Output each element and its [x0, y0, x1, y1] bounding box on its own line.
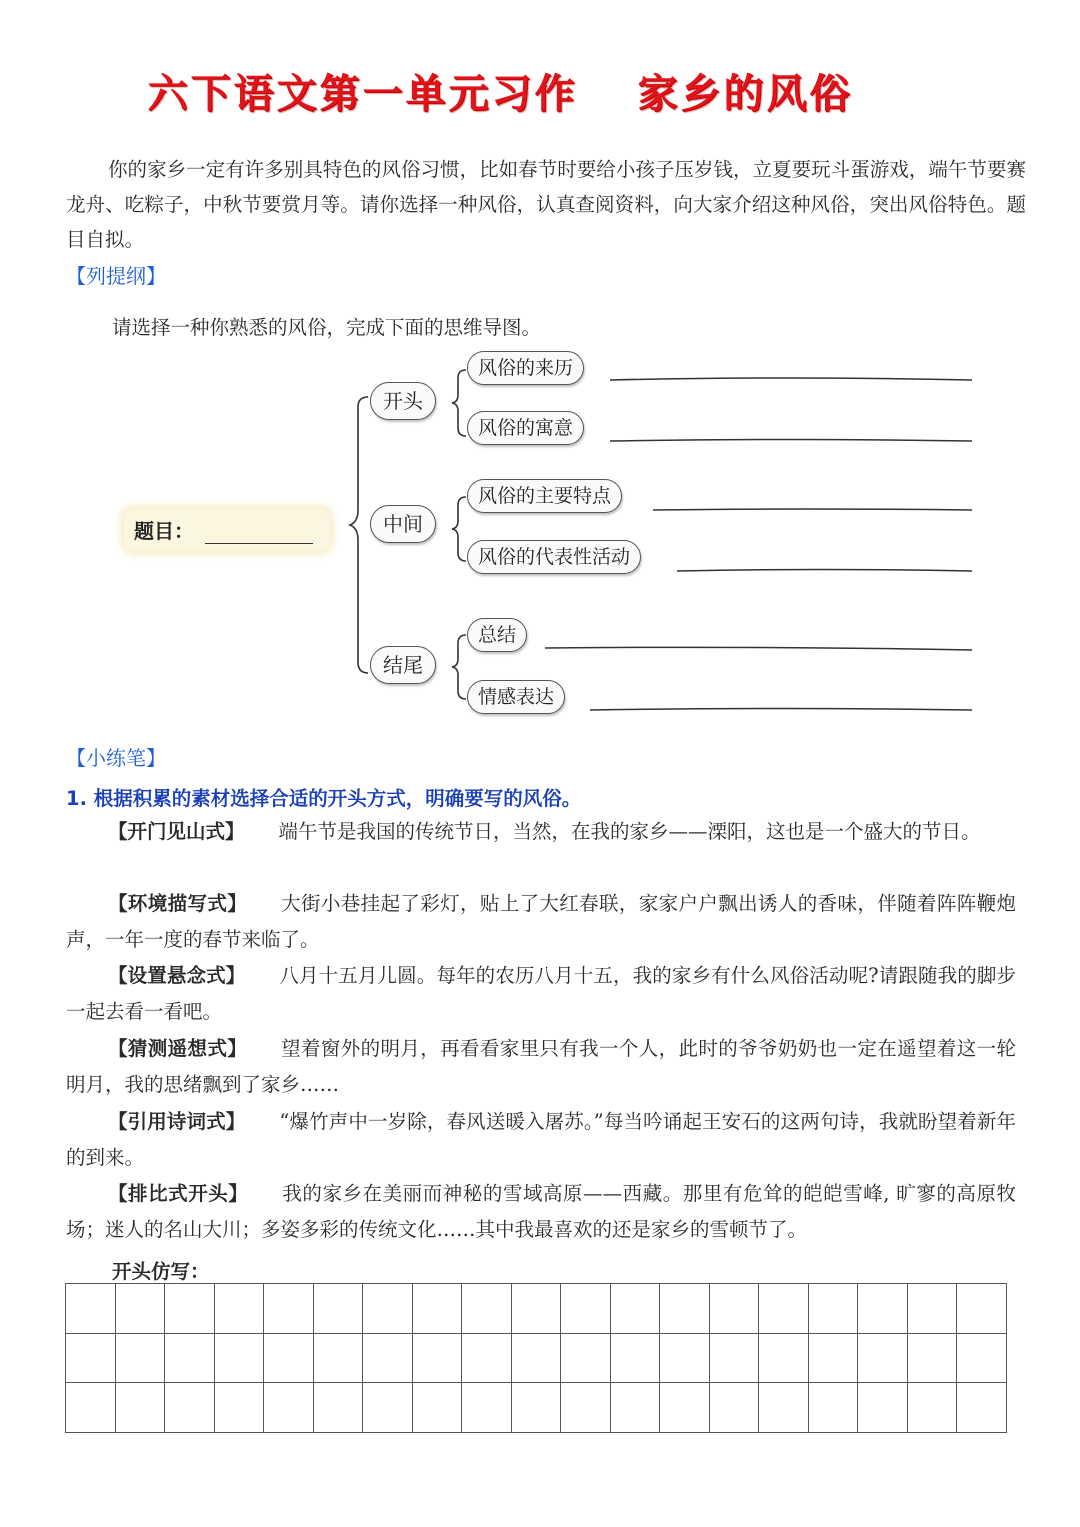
leaf-representative-activities: 风俗的代表性活动 — [467, 540, 641, 574]
practice-section-label: 【小练笔】 — [66, 746, 166, 770]
grid-cell[interactable] — [709, 1383, 759, 1433]
example-text: 大街小巷挂起了彩灯，贴上了大红春联，家家户户飘出诱人的香味，伴随着阵阵鞭炮声，一年一度的春节来临了。 — [66, 892, 1016, 951]
grid-cell[interactable] — [363, 1284, 413, 1334]
practice-question: 1. 根据积累的素材选择合适的开头方式，明确要写的风俗。 — [66, 787, 582, 810]
grid-cell[interactable] — [313, 1333, 363, 1383]
grid-cell[interactable] — [660, 1333, 710, 1383]
grid-cell[interactable] — [957, 1333, 1007, 1383]
grid-cell[interactable] — [214, 1383, 264, 1433]
answer-line-3 — [653, 509, 972, 510]
branch-middle: 中间 — [370, 505, 436, 543]
grid-cell[interactable] — [115, 1284, 165, 1334]
example-text: “爆竹声中一岁除，春风送暖入屠苏。”每当吟诵起王安石的这两句诗，我就盼望着新年的到来。 — [66, 1110, 1016, 1169]
grid-cell[interactable] — [610, 1333, 660, 1383]
example-paragraph — [66, 814, 1016, 850]
grid-cell[interactable] — [759, 1333, 809, 1383]
grid-cell[interactable] — [907, 1284, 957, 1334]
answer-line-1 — [610, 378, 972, 380]
grid-cell[interactable] — [610, 1383, 660, 1433]
branch-opening: 开头 — [370, 382, 436, 420]
grid-cell[interactable] — [313, 1383, 363, 1433]
outline-instruction: 请选择一种你熟悉的风俗，完成下面的思维导图。 — [112, 316, 542, 339]
grid-cell[interactable] — [66, 1284, 116, 1334]
grid-cell[interactable] — [808, 1284, 858, 1334]
grid-cell[interactable] — [660, 1383, 710, 1433]
grid-cell[interactable] — [561, 1284, 611, 1334]
grid-cell[interactable] — [462, 1333, 512, 1383]
grid-cell[interactable] — [858, 1383, 908, 1433]
example-paragraph — [66, 1176, 1016, 1248]
grid-cell[interactable] — [462, 1383, 512, 1433]
example-paragraph — [66, 886, 1016, 958]
grid-cell[interactable] — [165, 1284, 215, 1334]
grid-cell[interactable] — [412, 1284, 462, 1334]
grid-cell[interactable] — [709, 1333, 759, 1383]
grid-cell[interactable] — [808, 1383, 858, 1433]
grid-cell[interactable] — [808, 1333, 858, 1383]
example-paragraph — [66, 1031, 1016, 1103]
grid-cell[interactable] — [511, 1333, 561, 1383]
grid-row — [66, 1383, 1007, 1433]
leaf-summary: 总结 — [467, 618, 527, 652]
grid-cell[interactable] — [462, 1284, 512, 1334]
grid-cell[interactable] — [511, 1383, 561, 1433]
grid-cell[interactable] — [907, 1333, 957, 1383]
grid-cell[interactable] — [66, 1333, 116, 1383]
example-tag: 【开门见山式】 — [108, 820, 245, 843]
page-title — [0, 62, 1000, 119]
leaf-main-features: 风俗的主要特点 — [467, 479, 622, 513]
grid-cell[interactable] — [214, 1284, 264, 1334]
grid-cell[interactable] — [115, 1383, 165, 1433]
example-tag: 【设置悬念式】 — [108, 964, 246, 987]
example-text: 我的家乡在美丽而神秘的雪域高原——西藏。那里有危耸的皑皑雪峰, 旷寥的高原牧场；迷人的名山大川；多姿多彩的传统文化……其中我最喜欢的还是家乡的雪顿节了。 — [66, 1182, 1016, 1241]
answer-line-5 — [545, 647, 972, 650]
title-part1: 六下语文第一单元习作 — [147, 71, 578, 117]
example-text: 望着窗外的明月，再看看家里只有我一个人，此时的爷爷奶奶也一定在遥望着这一轮明月，我的思绪飘到了家乡…… — [66, 1037, 1016, 1096]
grid-cell[interactable] — [264, 1333, 314, 1383]
grid-cell[interactable] — [363, 1333, 413, 1383]
grid-cell[interactable] — [412, 1383, 462, 1433]
example-tag: 【环境描写式】 — [108, 892, 248, 915]
grid-cell[interactable] — [115, 1333, 165, 1383]
imitate-label: 开头仿写： — [112, 1260, 210, 1283]
grid-cell[interactable] — [511, 1284, 561, 1334]
answer-line-2 — [610, 440, 972, 442]
grid-cell[interactable] — [858, 1284, 908, 1334]
example-paragraph — [66, 1104, 1016, 1176]
brace-middle — [452, 497, 466, 561]
answer-line-4 — [677, 570, 972, 572]
main-brace — [350, 397, 368, 673]
leaf-meaning: 风俗的寓意 — [467, 411, 584, 445]
mind-map-connectors — [0, 340, 1080, 720]
grid-row — [66, 1284, 1007, 1334]
example-text: 八月十五月儿圆。每年的农历八月十五，我的家乡有什么风俗活动呢?请跟随我的脚步一起去看一看吧。 — [66, 964, 1016, 1023]
leaf-origin: 风俗的来历 — [467, 351, 584, 385]
brace-ending — [452, 635, 466, 699]
grid-cell[interactable] — [561, 1333, 611, 1383]
example-paragraph — [66, 958, 1016, 1030]
leaf-emotional-expression: 情感表达 — [467, 680, 565, 714]
grid-cell[interactable] — [709, 1284, 759, 1334]
grid-cell[interactable] — [907, 1383, 957, 1433]
answer-line-6 — [590, 709, 972, 711]
grid-cell[interactable] — [165, 1333, 215, 1383]
grid-cell[interactable] — [214, 1333, 264, 1383]
title-part2: 家乡的风俗 — [637, 71, 853, 117]
grid-cell[interactable] — [759, 1383, 809, 1433]
grid-cell[interactable] — [313, 1284, 363, 1334]
grid-cell[interactable] — [165, 1383, 215, 1433]
grid-cell[interactable] — [264, 1383, 314, 1433]
grid-row — [66, 1333, 1007, 1383]
branch-ending: 结尾 — [370, 646, 436, 684]
grid-cell[interactable] — [660, 1284, 710, 1334]
outline-section-label: 【列提纲】 — [66, 264, 166, 288]
example-tag: 【引用诗词式】 — [108, 1110, 246, 1133]
grid-cell[interactable] — [957, 1383, 1007, 1433]
brace-opening — [452, 370, 466, 436]
writing-grid[interactable] — [65, 1283, 1007, 1433]
intro-paragraph: 你的家乡一定有许多别具特色的风俗习惯，比如春节时要给小孩子压岁钱，立夏要玩斗蛋游戏，端午节要赛龙舟、吃粽子，中秋节要赏月等。请你选择一种风俗，认真查阅资料，向大家介绍这种风俗，突出风俗特色。题目自拟。 — [66, 158, 1026, 251]
grid-cell[interactable] — [412, 1333, 462, 1383]
example-text: 端午节是我国的传统节日，当然，在我的家乡——溧阳，这也是一个盛大的节日。 — [278, 820, 981, 843]
grid-cell[interactable] — [759, 1284, 809, 1334]
example-tag: 【猜测遥想式】 — [108, 1037, 248, 1060]
topic-label: 题目： — [134, 519, 194, 543]
example-tag: 【排比式开头】 — [108, 1182, 249, 1205]
grid-cell[interactable] — [561, 1383, 611, 1433]
grid-cell[interactable] — [610, 1284, 660, 1334]
grid-cell[interactable] — [264, 1284, 314, 1334]
grid-cell[interactable] — [858, 1333, 908, 1383]
grid-cell[interactable] — [66, 1383, 116, 1433]
grid-cell[interactable] — [363, 1383, 413, 1433]
grid-cell[interactable] — [957, 1284, 1007, 1334]
